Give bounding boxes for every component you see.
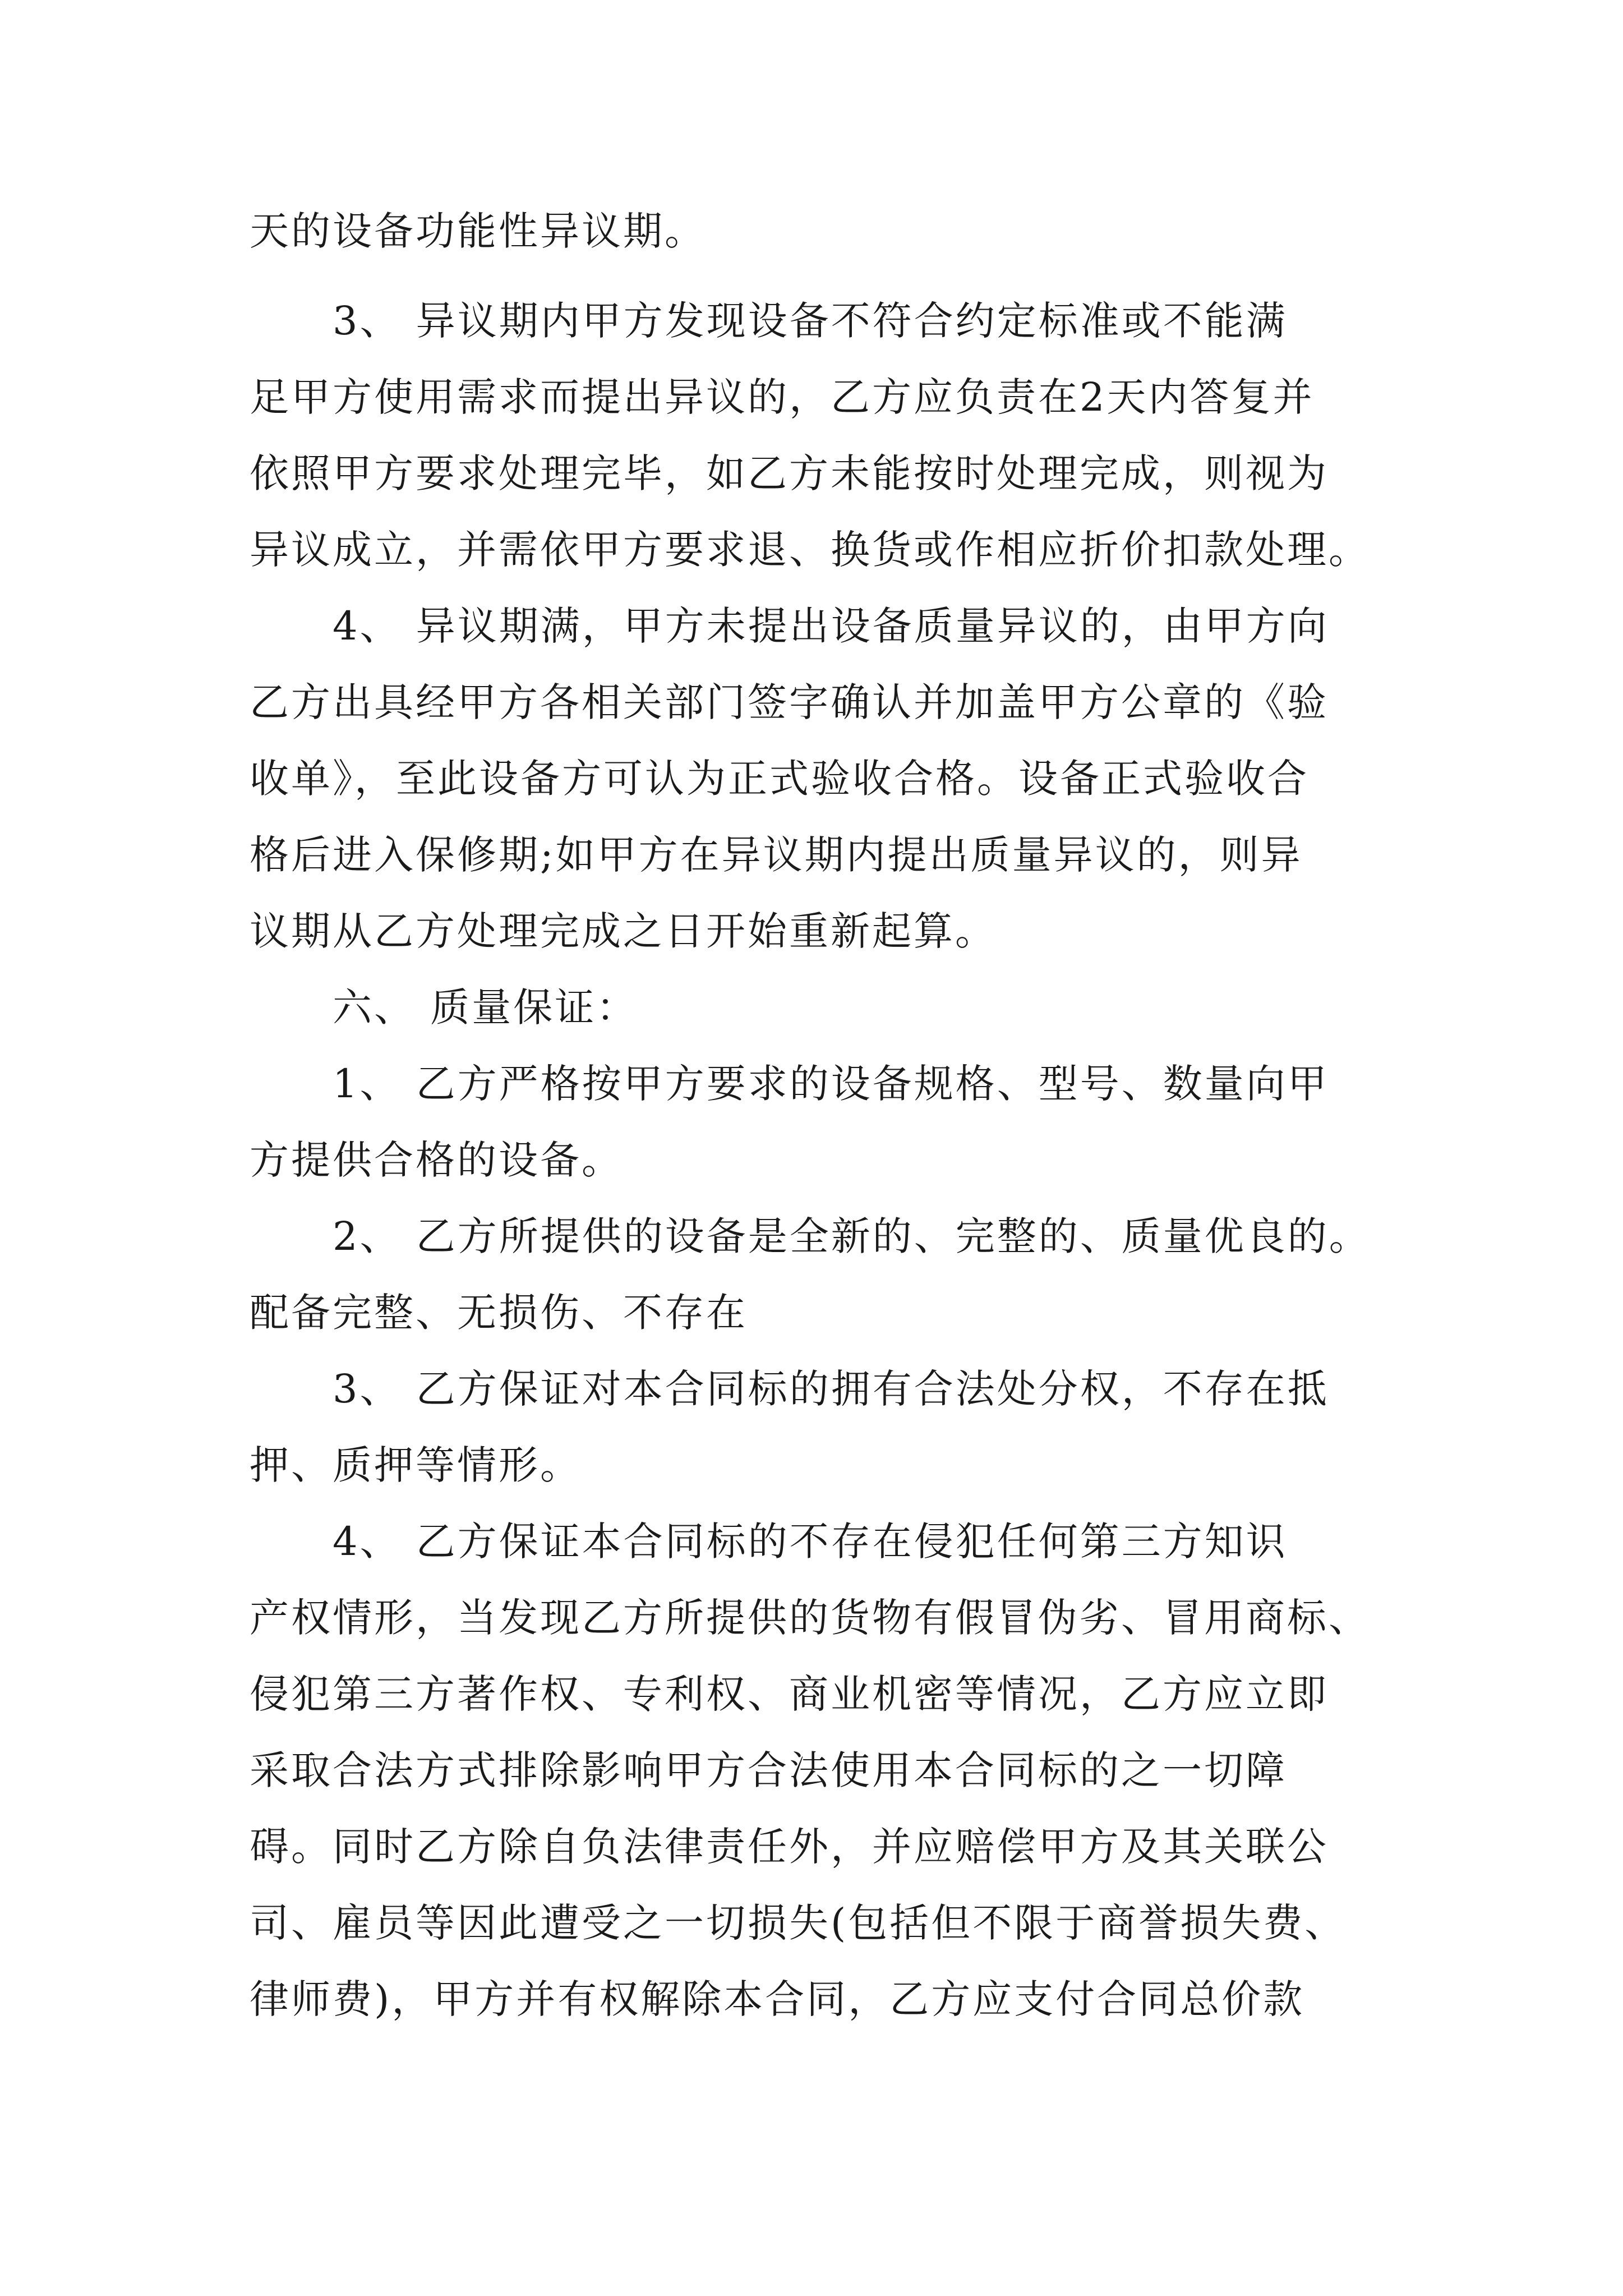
text-line: 3、 乙方保证对本合同标的拥有合法处分权，不存在抵 <box>333 1366 1329 1412</box>
text-line: 收单》，至此设备方可认为正式验收合格。设备正式验收合 <box>250 756 1309 802</box>
text-line: 议期从乙方处理完成之日开始重新起算。 <box>250 908 997 954</box>
text-line: 4、 乙方保证本合同标的不存在侵犯任何第三方知识 <box>333 1519 1288 1565</box>
text-line: 1、 乙方严格按甲方要求的设备规格、型号、数量向甲 <box>333 1061 1329 1107</box>
text-line: 天的设备功能性异议期。 <box>250 208 706 254</box>
text-line: 采取合法方式排除影响甲方合法使用本合同标的之一切障 <box>250 1747 1287 1793</box>
text-line: 律师费)，甲方并有权解除本合同，乙方应支付合同总价款 <box>250 1976 1305 2022</box>
text-line: 3、 异议期内甲方发现设备不符合约定标准或不能满 <box>333 298 1288 344</box>
text-line: 碍。同时乙方除自负法律责任外，并应赔偿甲方及其关联公 <box>250 1824 1329 1870</box>
section-heading: 六、 质量保证： <box>333 984 638 1030</box>
text-line: 依照甲方要求处理完毕，如乙方未能按时处理完成，则视为 <box>250 450 1329 496</box>
text-line: 格后进入保修期;如甲方在异议期内提出质量异议的，则异 <box>250 832 1303 878</box>
text-line: 4、 异议期满，甲方未提出设备质量异议的，由甲方向 <box>333 603 1329 649</box>
text-line: 配备完整、无损伤、不存在 <box>250 1290 748 1336</box>
text-line: 产权情形，当发现乙方所提供的货物有假冒伪劣、冒用商标、 <box>250 1595 1370 1641</box>
text-line: 司、雇员等因此遭受之一切损失(包括但不限于商誉损失费、 <box>250 1900 1347 1946</box>
text-line: 2、 乙方所提供的设备是全新的、完整的、质量优良的。 <box>333 1213 1371 1259</box>
text-line: 乙方出具经甲方各相关部门签字确认并加盖甲方公章的《验 <box>250 679 1329 725</box>
text-line: 异议成立，并需依甲方要求退、换货或作相应折价扣款处理。 <box>250 527 1370 573</box>
text-line: 足甲方使用需求而提出异议的，乙方应负责在2天内答复并 <box>250 374 1315 420</box>
text-line: 侵犯第三方著作权、专利权、商业机密等情况，乙方应立即 <box>250 1671 1329 1717</box>
text-line: 方提供合格的设备。 <box>250 1137 623 1183</box>
text-line: 押、质押等情形。 <box>250 1442 582 1488</box>
